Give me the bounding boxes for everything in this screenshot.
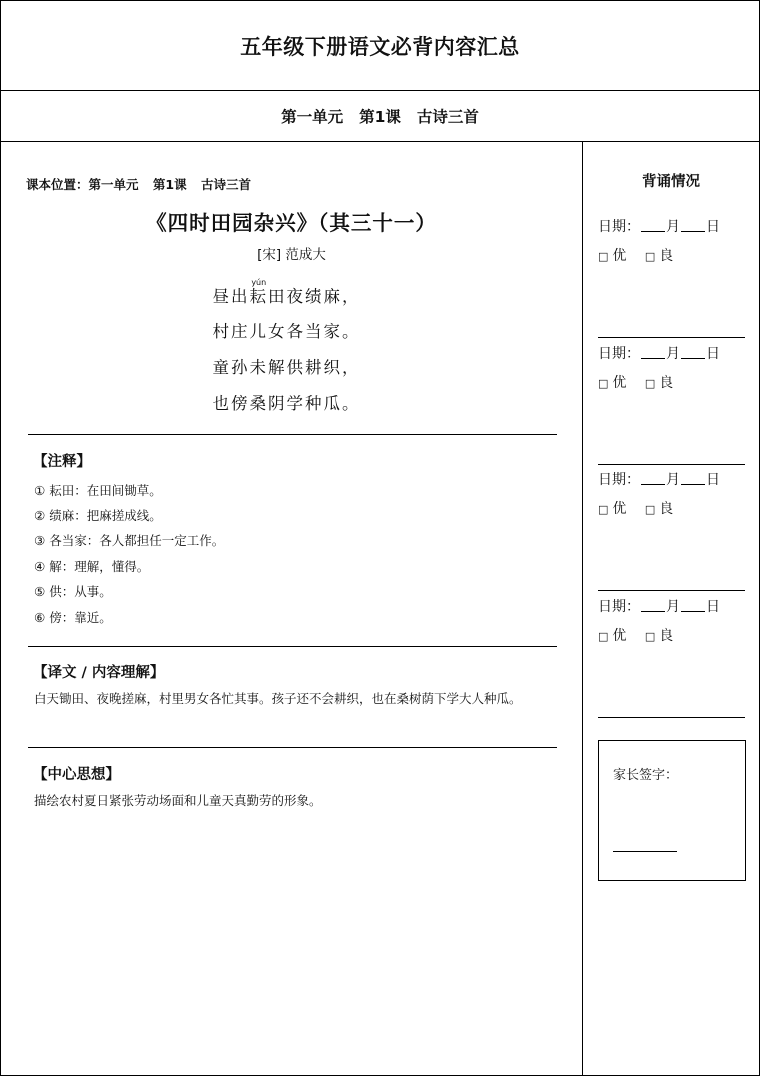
- checkbox-icon: □: [644, 250, 656, 263]
- central-idea-heading: 【中心思想】: [33, 767, 120, 783]
- recitation-grade: [598, 498, 687, 518]
- poem-title: 《四时田园杂兴》（其三十一）: [146, 211, 437, 235]
- month-blank[interactable]: [641, 470, 665, 485]
- note-item: ⑤ 供：从事。: [34, 584, 112, 599]
- month-blank[interactable]: [641, 597, 665, 612]
- recitation-heading: 背诵情况: [642, 174, 700, 190]
- poem-author: [宋] 范成大: [257, 247, 326, 263]
- location-label: 课本位置：: [26, 177, 89, 192]
- title-bar: [1, 1, 759, 91]
- notes-heading: 【注释】: [33, 454, 91, 470]
- checkbox-icon: □: [644, 377, 656, 390]
- day-blank[interactable]: [681, 597, 705, 612]
- recitation-date: 日期： 月 日: [598, 346, 720, 362]
- month-blank[interactable]: [641, 217, 665, 232]
- note-item: ③ 各当家：各人都担任一定工作。: [34, 533, 225, 548]
- grade-good-option[interactable]: □ 良: [644, 501, 674, 517]
- grade-excellent-option[interactable]: □ 优: [598, 375, 627, 391]
- translation-heading: 【译文 / 内容理解】: [33, 665, 165, 681]
- recitation-date: 日期： 月 日: [598, 599, 720, 615]
- grade-good-option[interactable]: □ 良: [644, 375, 674, 391]
- recitation-grade: [598, 372, 687, 392]
- central-idea-text: 描绘农村夏日紧张劳动场面和儿童天真勤劳的形象。: [34, 793, 322, 808]
- poem-line-2: 村庄儿女各当家。: [212, 322, 361, 341]
- textbook-location: [26, 175, 261, 193]
- grade-excellent-option[interactable]: □ 优: [598, 248, 627, 264]
- checkbox-icon: □: [598, 250, 609, 263]
- grade-excellent-option[interactable]: □ 优: [598, 628, 627, 644]
- day-blank[interactable]: [681, 217, 705, 232]
- poem-line-3: 童孙未解供耕织，: [212, 358, 361, 377]
- record-divider: [598, 590, 745, 591]
- lesson-number: 第1课: [359, 108, 401, 126]
- translation-text: 白天锄田、夜晚搓麻，村里男女各忙其事。孩子还不会耕织，也在桑树荫下学大人种瓜。: [34, 691, 522, 706]
- unit-bar: [1, 91, 759, 142]
- location-lesson: 第1课: [152, 177, 187, 192]
- poem-line-1-end: 田夜绩麻，: [268, 287, 361, 306]
- parent-signature-box: [598, 740, 746, 881]
- lesson-topic: 古诗三首: [416, 108, 479, 126]
- document-title: 五年级下册语文必背内容汇总: [240, 34, 520, 59]
- divider: [28, 434, 557, 435]
- pinyin-annotation: 耘yún: [249, 278, 268, 306]
- checkbox-icon: □: [598, 377, 609, 390]
- signature-label: 家长签字：: [613, 768, 679, 783]
- note-item: ⑥ 傍：靠近。: [34, 610, 112, 625]
- checkbox-icon: □: [598, 630, 609, 643]
- recitation-column: [583, 142, 759, 1075]
- note-item: ② 绩麻：把麻搓成线。: [34, 508, 162, 523]
- content-column: [1, 142, 583, 1075]
- recitation-date: 日期： 月 日: [598, 472, 720, 488]
- poem-line-1: [1, 278, 572, 307]
- grade-good-option[interactable]: □ 良: [644, 628, 674, 644]
- grade-good-option[interactable]: □ 良: [644, 248, 674, 264]
- day-blank[interactable]: [681, 470, 705, 485]
- note-item: ① 耘田：在田间锄草。: [34, 483, 162, 498]
- month-blank[interactable]: [641, 344, 665, 359]
- signature-line[interactable]: [613, 851, 677, 852]
- location-unit: 第一单元: [88, 177, 139, 192]
- grade-excellent-option[interactable]: □ 优: [598, 501, 627, 517]
- day-blank[interactable]: [681, 344, 705, 359]
- recitation-grade: [598, 245, 687, 265]
- poem-line-1-start: 昼出: [212, 287, 250, 306]
- location-topic: 古诗三首: [200, 177, 251, 192]
- note-item: ④ 解：理解，懂得。: [34, 559, 150, 574]
- checkbox-icon: □: [644, 503, 656, 516]
- recitation-date: 日期： 月 日: [598, 219, 720, 235]
- record-divider: [598, 717, 745, 718]
- unit-name: 第一单元: [281, 108, 344, 126]
- record-divider: [598, 337, 745, 338]
- record-divider: [598, 464, 745, 465]
- divider: [28, 646, 557, 647]
- recitation-grade: [598, 625, 687, 645]
- checkbox-icon: □: [598, 503, 609, 516]
- poem-line-4: 也傍桑阴学种瓜。: [212, 394, 361, 413]
- divider: [28, 747, 557, 748]
- checkbox-icon: □: [644, 630, 656, 643]
